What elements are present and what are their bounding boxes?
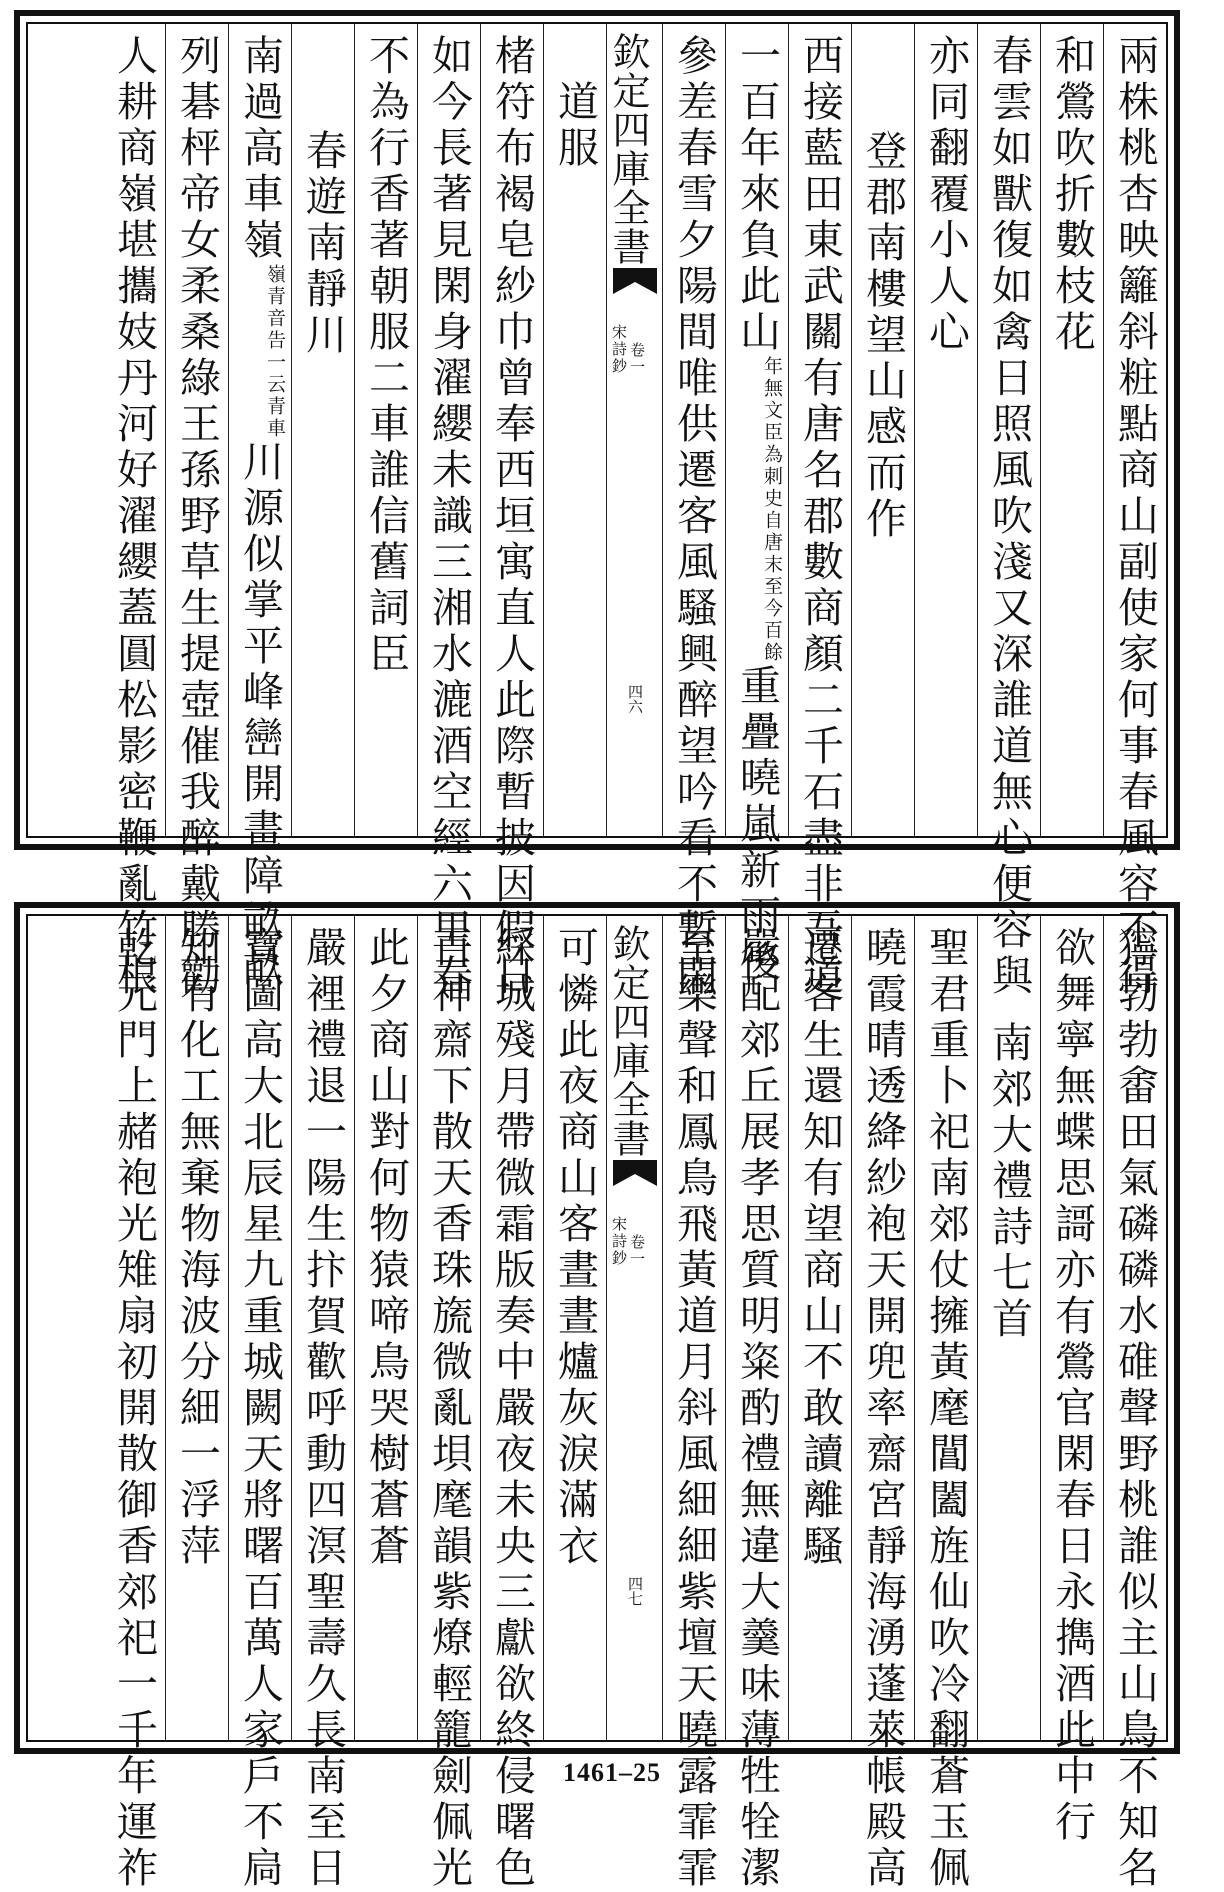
column-text: 曉霞晴透絳紗袍天開兜率齋宮靜海湧蓬萊帳殿高	[859, 926, 907, 1892]
column-text: 南郊大禮詩七首	[985, 1021, 1033, 1343]
column-text: 可憐此夜商山客晝晝爐灰淚滿衣	[551, 926, 599, 1570]
text-column	[543, 916, 606, 1740]
column-text: 此夕商山對何物猿啼鳥哭樹蒼蒼	[362, 926, 410, 1570]
column-text: 知有化工無棄物海波分細一浮萍	[173, 926, 221, 1570]
page-code: 1461–25	[563, 1758, 661, 1787]
annotation-note	[760, 356, 784, 664]
column-text: 春雲如獸復如禽日照風吹淺又深誰道無心便容與	[985, 34, 1033, 1000]
text-column	[228, 916, 291, 1892]
folio-number: 四六	[626, 684, 644, 714]
text-column	[851, 916, 914, 1892]
column-text: 人耕商嶺堪攜妓丹河好濯纓蓋圓松影密鞭亂竹根	[110, 34, 158, 1000]
text-column	[725, 916, 788, 1892]
text-column	[914, 916, 977, 1892]
volume-label: 卷一	[628, 1234, 646, 1268]
text-column	[788, 24, 851, 1000]
text-column	[1040, 916, 1103, 1846]
column-text: 綵城殘月帶微霜版奏中嚴夜未央三獻欲終侵曙色	[488, 926, 536, 1892]
text-column	[165, 916, 228, 1740]
column-text: 至樂聲和鳳鳥飛黃道月斜風細細紫壇天曉露霏霏	[670, 926, 718, 1892]
column-text: 和鶯吹折數枝花	[1048, 34, 1096, 356]
column-text: 列碁枰帝女柔桑綠王孫野草生提壺催我醉戴勝勸	[173, 34, 221, 1000]
text-column	[543, 24, 606, 836]
column-text: 聖君重卜祀南郊仗擁黃麾閶闔旌仙吹冷翻蒼玉佩	[922, 926, 970, 1892]
column-text: 參差春雪夕陽間唯供遷客風騷興醉望吟看不暫閑	[670, 34, 718, 1000]
text-column	[228, 24, 291, 992]
text-column	[1040, 24, 1103, 836]
text-column	[662, 916, 725, 1892]
column-text: 楮符布褐皂紗巾曾奉西垣寓直人此際暫披因假日	[488, 34, 536, 1000]
column-text: 如今長著見閑身濯纓未識三湘水漉酒空經六里春	[425, 34, 473, 1000]
book-label	[609, 324, 628, 375]
text-column	[165, 24, 228, 1000]
column-text: 重疊曉嵐新雨後	[733, 664, 781, 986]
text-column	[102, 916, 165, 1892]
collection-title: 欽定四庫全書	[606, 924, 650, 1158]
center-fold-column	[606, 916, 662, 1740]
top-page-frame	[26, 22, 1168, 1000]
column-with-note	[728, 34, 786, 986]
text-column	[977, 24, 1040, 1000]
folio-number: 四七	[626, 1576, 644, 1606]
text-column	[1103, 24, 1166, 1000]
text-column	[417, 916, 480, 1892]
note-line: 嶺青音告	[264, 264, 286, 352]
center-fold-column	[606, 24, 662, 836]
text-column	[977, 916, 1040, 1740]
top-page	[14, 10, 1180, 1000]
column-text: 欲舞寧無蝶思謌亦有鶯官閑春日永擕酒此中行	[1048, 926, 1096, 1846]
text-column	[1103, 916, 1166, 1892]
collection-title: 欽定四庫全書	[606, 32, 650, 266]
text-column	[480, 916, 543, 1892]
column-text: 嚴裡禮退一陽生抃賀歡呼動四溟聖壽久長南至日	[299, 926, 347, 1892]
book-title: 宋詩鈔	[610, 324, 628, 375]
fishtail-mark-icon	[613, 1160, 657, 1198]
column-text: 亦同翻覆小人心	[922, 34, 970, 356]
text-column	[914, 24, 977, 836]
text-column	[725, 24, 788, 986]
column-with-note	[231, 34, 289, 992]
column-text: 兩株桃杏映籬斜粧點商山副使家何事春風容不得	[1111, 34, 1159, 1000]
column-text: 不為行香著朝服二車誰信舊詞臣	[362, 34, 410, 678]
column-text: 寶圖高大北辰星九重城闕天將曙百萬人家戶不扃	[236, 926, 284, 1892]
text-column	[417, 24, 480, 1000]
text-column	[480, 24, 543, 1000]
column-text: 道服	[551, 80, 599, 172]
column-text: 乾元門上赭袍光雉扇初開散御香郊祀一千年運祚	[110, 926, 158, 1892]
column-text: 春遊南靜川	[299, 129, 347, 359]
column-text: 嚴配郊丘展孝思質明粢酌禮無違大羹味薄牲牷潔	[733, 926, 781, 1892]
annotation-note	[263, 264, 287, 440]
top-page-columns	[28, 24, 1166, 1000]
note-line: 年無文臣為刺史	[761, 356, 783, 510]
column-text: 南過高車嶺	[236, 34, 284, 264]
column-text: 一百年來負此山	[733, 34, 781, 356]
text-column	[354, 916, 417, 1740]
text-column	[851, 24, 914, 836]
column-text: 遷客生還知有望商山不敢讀離騷	[796, 926, 844, 1570]
text-column	[662, 24, 725, 1000]
column-text: 川源似掌平峰巒開畫障畝畝	[236, 440, 284, 992]
column-text: 西接藍田東武關有唐名郡數商顏二千石盡非吾道	[796, 34, 844, 1000]
volume-label: 卷一	[628, 342, 646, 376]
column-text: 登郡南樓望山感而作	[859, 129, 907, 543]
text-column	[354, 24, 417, 836]
text-column	[291, 916, 354, 1892]
column-text: 百神齋下散天香珠旒微亂垻麾韻紫燎輕籠劍佩光	[425, 926, 473, 1892]
book-label	[609, 1216, 628, 1267]
text-column	[291, 24, 354, 836]
text-column	[788, 916, 851, 1740]
text-column	[102, 24, 165, 1000]
fishtail-mark-icon	[613, 268, 657, 306]
note-line: 一云青車	[264, 352, 286, 440]
column-text: 獰勃勃畬田氣磷磷水碓聲野桃誰似主山鳥不知名	[1111, 926, 1159, 1892]
note-line: 自唐末至今百餘	[761, 510, 783, 664]
book-title: 宋詩鈔	[610, 1216, 628, 1267]
